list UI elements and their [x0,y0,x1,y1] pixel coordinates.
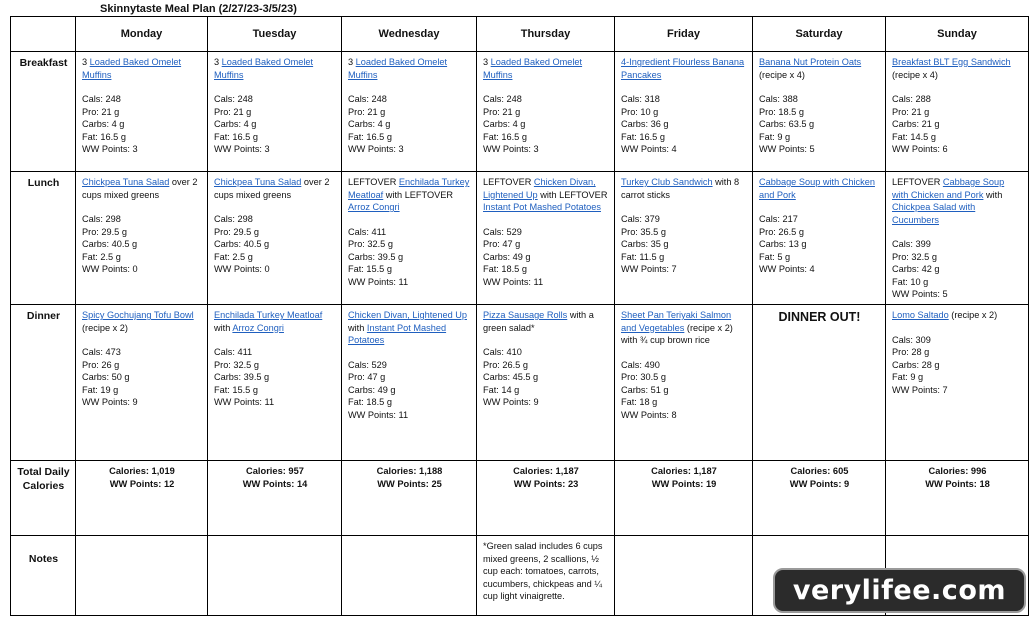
meal-text: LEFTOVER [892,177,943,187]
total-points: WW Points: 9 [789,478,850,489]
recipe-link[interactable]: Instant Pot Mashed Potatoes [483,202,601,213]
nutrition-stat: Fat: 15.5 g [214,384,258,395]
dinner-cell [615,305,753,461]
recipe-link[interactable]: Chicken Divan, Lightened Up [483,177,596,200]
lunch-cell [753,172,886,305]
breakfast-cell [886,52,1029,172]
lunch-cell [208,172,342,305]
header-row [11,17,1029,52]
total-calories: Calories: 996 [928,466,987,476]
day-header-thursday: Thursday [477,17,615,52]
nutrition-stat: Pro: 47 g [483,239,521,250]
breakfast-cell [753,52,886,172]
nutrition-stat: Cals: 298 [82,214,121,225]
nutrition-stat: Carbs: 49 g [348,384,396,395]
nutrition-stat: Fat: 16.5 g [82,131,126,142]
meal-description [759,56,880,81]
nutrition-stat: WW Points: 3 [214,144,270,155]
total-points: WW Points: 18 [925,478,990,489]
nutrition-stat: Pro: 35.5 g [621,226,666,237]
row-label-total: Total Daily Calories [11,461,76,536]
nutrition-stat: Pro: 26 g [82,359,120,370]
recipe-link[interactable]: Loaded Baked Omelet Muffins [214,57,314,80]
total-calories: Calories: 605 [790,466,849,476]
meal-description [892,56,1023,81]
meal-text: with [348,322,367,333]
nutrition-stat: WW Points: 11 [348,276,409,287]
nutrition-stat: Carbs: 13 g [759,239,807,250]
recipe-link[interactable]: Sheet Pan Teriyaki Salmon and Vegetables [621,310,732,333]
lunch-cell [886,172,1029,305]
meal-text: 3 [214,57,222,67]
meal-description [892,309,1023,322]
meal-text: with [214,322,233,333]
recipe-link[interactable]: Chicken Divan, Lightened Up [348,310,467,320]
nutrition-stat: WW Points: 5 [759,144,815,155]
meal-plan-table [10,16,1029,616]
nutrition-stat: Cals: 529 [483,226,522,237]
total-calories: Calories: 1,188 [376,466,443,476]
nutrition-stat: Cals: 490 [621,359,660,370]
recipe-link[interactable]: 4-Ingredient Flourless Banana Pancakes [621,57,745,80]
breakfast-cell [615,52,753,172]
recipe-link[interactable]: Banana Nut Protein Oats [759,57,862,67]
nutrition-stat: WW Points: 3 [82,144,138,155]
recipe-link[interactable]: Turkey Club Sandwich [621,177,713,187]
nutrition-stat: WW Points: 9 [82,397,138,408]
meal-text: (recipe x 4) [759,69,805,80]
nutrition-stat: Pro: 30.5 g [621,372,666,383]
meal-description [483,309,609,334]
nutrition-stat: Cals: 217 [759,214,798,225]
meal-description [82,56,202,81]
nutrition-stat: Cals: 288 [892,94,931,105]
recipe-link[interactable]: Chickpea Tuna Salad [214,177,302,187]
nutrition-stat: Fat: 10 g [892,276,929,287]
day-header-tuesday: Tuesday [208,17,342,52]
nutrition-stat: WW Points: 7 [892,384,948,395]
notes-cell [76,536,208,616]
meal-text: over 2 cups mixed greens [82,177,198,200]
recipe-link[interactable]: Lomo Saltado [892,310,949,320]
nutrition-stat: Fat: 14 g [483,384,520,395]
nutrition-stat: Fat: 16.5 g [214,131,258,142]
recipe-link[interactable]: Enchilada Turkey Meatloaf [214,310,323,320]
dinner-cell [342,305,477,461]
nutrition-stat: Cals: 248 [214,94,253,105]
meal-text: with a green salad* [483,310,594,333]
nutrition-stat: Fat: 9 g [892,372,924,383]
nutrition-stat: Carbs: 40.5 g [214,239,270,250]
meal-description [483,56,609,81]
meal-text: LEFTOVER [483,177,534,187]
meal-description [214,176,336,201]
nutrition-stat: Fat: 16.5 g [348,131,392,142]
recipe-link[interactable]: Chickpea Salad with Cucumbers [892,202,976,225]
total-cell-saturday [753,461,886,536]
nutrition-stat: WW Points: 4 [759,264,815,275]
nutrition-stat: Fat: 19 g [82,384,119,395]
recipe-link[interactable]: Loaded Baked Omelet Muffins [82,57,182,80]
total-cell-wednesday [342,461,477,536]
meal-text: 3 [82,57,90,67]
nutrition-stat: Pro: 21 g [82,106,120,117]
recipe-link[interactable]: Pizza Sausage Rolls [483,310,568,320]
dinner-cell [208,305,342,461]
meal-text: 3 [348,57,356,67]
total-calories: Calories: 1,019 [109,466,175,476]
total-calories: Calories: 1,187 [513,466,579,476]
meal-description [82,176,202,201]
nutrition-stat: Fat: 18.5 g [348,397,392,408]
nutrition-stat: Fat: 11.5 g [621,251,665,262]
nutrition-stat: Carbs: 39.5 g [214,372,270,383]
nutrition-stat: WW Points: 0 [214,264,270,275]
nutrition-stat: WW Points: 9 [483,397,539,408]
nutrition-stat: Cals: 318 [621,94,660,105]
meal-text: with 8 carrot sticks [621,177,740,200]
lunch-cell [342,172,477,305]
nutrition-stat: Fat: 5 g [759,251,791,262]
meal-description [759,176,880,201]
total-cell-monday [76,461,208,536]
meal-text: with LEFTOVER [537,189,608,200]
nutrition-stat: WW Points: 11 [483,276,544,287]
recipe-link[interactable]: Arroz Congri [232,322,284,333]
nutrition-stat: Cals: 388 [759,94,798,105]
meal-text: 3 [483,57,491,67]
nutrition-stat: WW Points: 4 [621,144,677,155]
nutrition-stat: Cals: 473 [82,347,121,358]
total-points: WW Points: 14 [242,478,308,489]
total-row [11,461,1029,536]
nutrition-stat: Cals: 379 [621,214,660,225]
lunch-row [11,172,1029,305]
meal-description [214,309,336,334]
nutrition-stat: Pro: 29.5 g [82,226,127,237]
total-points: WW Points: 25 [377,478,442,489]
nutrition-stat: WW Points: 11 [348,409,409,420]
recipe-link[interactable]: Cabbage Soup with Chicken and Pork [759,177,875,200]
nutrition-stat: Cals: 411 [214,347,253,358]
meal-text: LEFTOVER [348,177,399,187]
meal-description [82,309,202,334]
meal-description [892,176,1023,226]
day-header-monday: Monday [76,17,208,52]
nutrition-stat: WW Points: 3 [348,144,404,155]
day-header-wednesday: Wednesday [342,17,477,52]
lunch-cell [76,172,208,305]
nutrition-stat: WW Points: 3 [483,144,539,155]
nutrition-stat: Carbs: 4 g [82,119,125,130]
nutrition-stat: Pro: 21 g [348,106,386,117]
nutrition-stat: Cals: 411 [348,226,387,237]
nutrition-stat: Pro: 10 g [621,106,659,117]
lunch-cell [615,172,753,305]
recipe-link[interactable]: Chickpea Tuna Salad [82,177,170,187]
nutrition-stat: Carbs: 39.5 g [348,251,404,262]
nutrition-stat: Carbs: 4 g [214,119,257,130]
nutrition-stat: WW Points: 11 [214,397,275,408]
row-label-notes: Notes [11,536,76,616]
nutrition-stat: Carbs: 63.5 g [759,119,815,130]
total-cell-thursday [477,461,615,536]
nutrition-stat: WW Points: 8 [621,409,677,420]
meal-description [621,176,747,201]
meal-description [483,176,609,214]
meal-text: (recipe x 2) [82,322,128,333]
nutrition-stat: Carbs: 35 g [621,239,669,250]
meal-text: with [983,189,1003,200]
total-points: WW Points: 23 [513,478,579,489]
nutrition-stat: WW Points: 6 [892,144,948,155]
watermark-logo: verylifee.com [773,568,1026,613]
notes-cell [342,536,477,616]
breakfast-cell [477,52,615,172]
breakfast-cell [208,52,342,172]
total-calories: Calories: 957 [246,466,304,476]
page-title: Skinnytaste Meal Plan (2/27/23-3/5/23) [100,3,297,15]
nutrition-stat: Pro: 26.5 g [483,359,528,370]
total-calories: Calories: 1,187 [651,466,717,476]
breakfast-cell [342,52,477,172]
meal-text: (recipe x 2) [948,310,998,320]
nutrition-stat: Pro: 47 g [348,372,386,383]
nutrition-stat: Pro: 18.5 g [759,106,804,117]
notes-cell [615,536,753,616]
header-corner [11,17,76,52]
total-cell-sunday [886,461,1029,536]
meal-description [348,56,471,81]
nutrition-stat: Cals: 529 [348,359,387,370]
total-points: WW Points: 12 [109,478,175,489]
nutrition-stat: Pro: 21 g [214,106,252,117]
nutrition-stat: Fat: 2.5 g [82,251,121,262]
recipe-link[interactable]: Cabbage Soup with Chicken and Pork [892,177,1005,200]
day-header-sunday: Sunday [886,17,1029,52]
dinner-cell [76,305,208,461]
nutrition-stat: Pro: 26.5 g [759,226,804,237]
nutrition-stat: Pro: 32.5 g [348,239,393,250]
recipe-link[interactable]: Loaded Baked Omelet Muffins [348,57,448,80]
nutrition-stat: Pro: 29.5 g [214,226,259,237]
nutrition-stat: Fat: 9 g [759,131,791,142]
nutrition-stat: Fat: 16.5 g [621,131,665,142]
nutrition-stat: Pro: 32.5 g [214,359,259,370]
meal-description [621,309,747,347]
notes-cell: *Green salad includes 6 cups mixed greens, 2 scallions, ½ cup each: tomatoes, carrots, cucumbers, chickpeas and ¼ cup light vinaigrette. [477,536,615,616]
nutrition-stat: Carbs: 36 g [621,119,669,130]
nutrition-stat: Cals: 248 [348,94,387,105]
nutrition-stat: Cals: 298 [214,214,253,225]
meal-text: over 2 cups mixed greens [214,177,330,200]
dinner-out-cell: DINNER OUT! [753,305,886,461]
day-header-friday: Friday [615,17,753,52]
day-header-saturday: Saturday [753,17,886,52]
nutrition-stat: Pro: 21 g [483,106,521,117]
nutrition-stat: Carbs: 50 g [82,372,130,383]
total-points: WW Points: 19 [651,478,717,489]
nutrition-stat: Carbs: 51 g [621,384,669,395]
recipe-link[interactable]: Spicy Gochujang Tofu Bowl [82,310,194,320]
notes-cell [208,536,342,616]
nutrition-stat: Cals: 248 [82,94,121,105]
nutrition-stat: Fat: 2.5 g [214,251,253,262]
nutrition-stat: Cals: 248 [483,94,522,105]
nutrition-stat: Cals: 309 [892,334,931,345]
recipe-link[interactable]: Instant Pot Mashed Potatoes [348,322,447,346]
recipe-link[interactable]: Enchilada Turkey Meatloaf [348,177,470,200]
nutrition-stat: Cals: 399 [892,239,931,250]
nutrition-stat: Fat: 16.5 g [483,131,527,142]
nutrition-stat: Cals: 410 [483,347,522,358]
dinner-cell [477,305,615,461]
nutrition-stat: Carbs: 40.5 g [82,239,138,250]
nutrition-stat: Carbs: 42 g [892,264,940,275]
nutrition-stat: Carbs: 4 g [348,119,391,130]
dinner-cell [886,305,1029,461]
breakfast-cell [76,52,208,172]
dinner-row [11,305,1029,461]
nutrition-stat: Pro: 28 g [892,347,930,358]
meal-description [214,56,336,81]
nutrition-stat: Carbs: 45.5 g [483,372,539,383]
total-cell-friday [615,461,753,536]
meal-text: (recipe x 4) [892,69,938,80]
nutrition-stat: WW Points: 5 [892,289,948,300]
nutrition-stat: Pro: 21 g [892,106,930,117]
nutrition-stat: Fat: 18.5 g [483,264,527,275]
recipe-link[interactable]: Loaded Baked Omelet Muffins [483,57,583,80]
meal-text: (recipe x 2) with ¾ cup brown rice [621,322,733,346]
row-label-breakfast: Breakfast [11,52,76,172]
nutrition-stat: Fat: 14.5 g [892,131,936,142]
nutrition-stat: Fat: 15.5 g [348,264,392,275]
row-label-lunch: Lunch [11,172,76,305]
nutrition-stat: WW Points: 0 [82,264,138,275]
recipe-link[interactable]: Arroz Congri [348,202,400,213]
nutrition-stat: Carbs: 28 g [892,359,940,370]
meal-text: with LEFTOVER [383,189,454,200]
recipe-link[interactable]: Breakfast BLT Egg Sandwich [892,57,1011,67]
meal-description [348,309,471,347]
lunch-cell [477,172,615,305]
meal-description [621,56,747,81]
nutrition-stat: Pro: 32.5 g [892,251,937,262]
nutrition-stat: Fat: 18 g [621,397,658,408]
nutrition-stat: Carbs: 4 g [483,119,526,130]
total-cell-tuesday [208,461,342,536]
nutrition-stat: WW Points: 7 [621,264,677,275]
meal-description [348,176,471,214]
nutrition-stat: Carbs: 49 g [483,251,531,262]
nutrition-stat: Carbs: 21 g [892,119,940,130]
row-label-dinner: Dinner [11,305,76,461]
breakfast-row [11,52,1029,172]
